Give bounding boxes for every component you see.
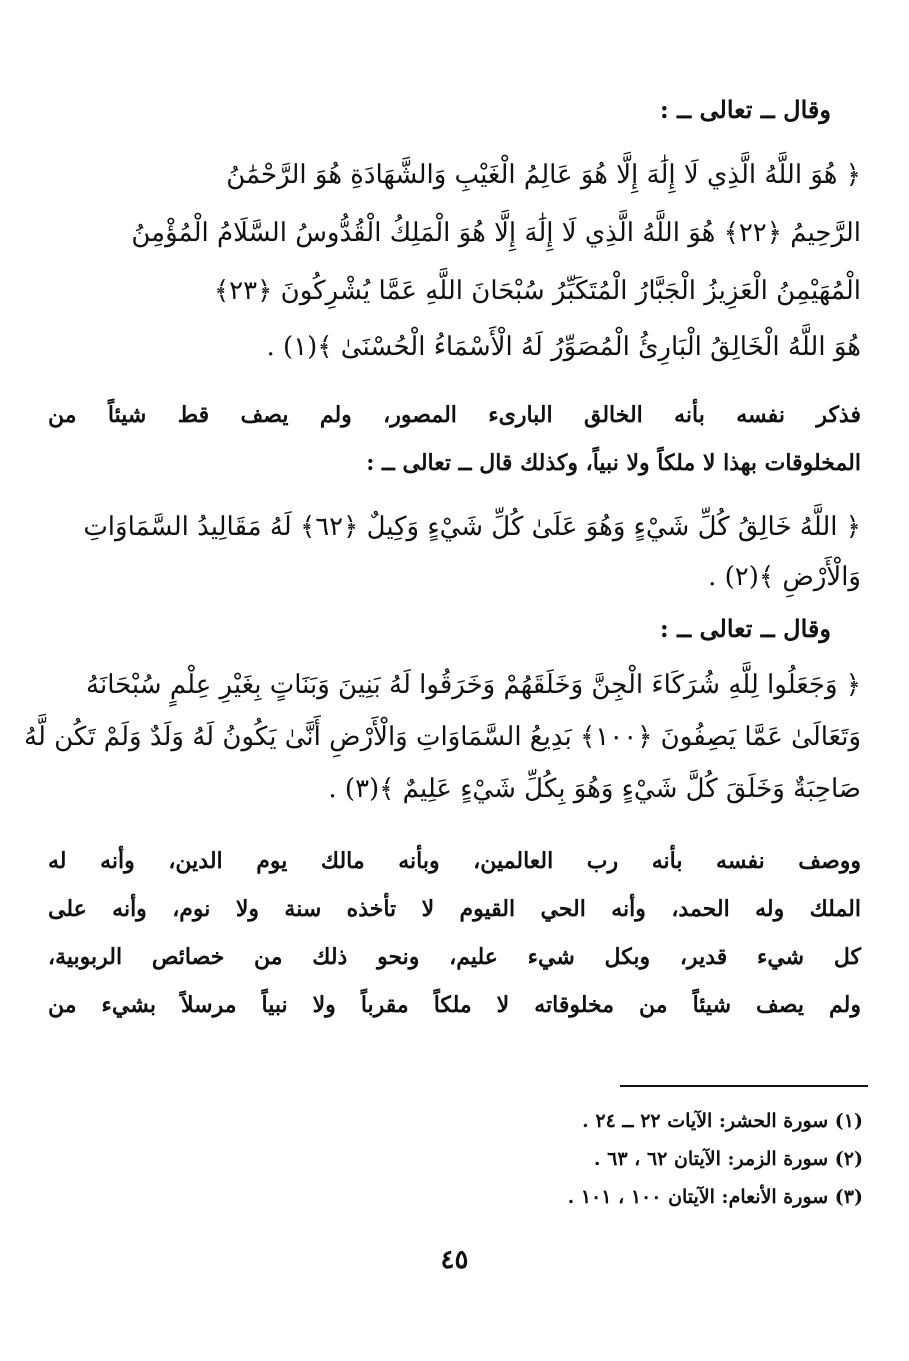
quran-verse-line: الْمُهَيْمِنُ الْعَزِيزُ الْجَبَّارُ الْمُتَكَبِّرُ سُبْحَانَ اللَّهِ عَمَّا يُشْرِكُونَ ﴿٢٣﴾ bbox=[213, 276, 861, 306]
quran-verse-line: صَاحِبَةٌ وَخَلَقَ كُلَّ شَيْءٍ وَهُوَ بِكُلِّ شَيْءٍ عَلِيمٌ ﴾(٣) . bbox=[328, 774, 861, 804]
quran-verse-line: ﴿ اللَّهُ خَالِقُ كُلِّ شَيْءٍ وَهُوَ عَلَىٰ كُلِّ شَيْءٍ وَكِيلٌ ﴿٦٢﴾ لَهُ مَقَالِيدُ السَّمَاوَاتِ bbox=[83, 512, 861, 542]
quran-verse-line: وَالْأَرْضِ ﴾(٢) . bbox=[708, 562, 861, 592]
quran-verse-line: ﴿ وَجَعَلُوا لِلَّهِ شُرَكَاءَ الْجِنَّ وَخَلَقَهُمْ وَخَرَقُوا لَهُ بَنِينَ وَبَنَاتٍ بِغَيْرِ عِلْمٍ سُبْحَانَهُ bbox=[86, 670, 861, 700]
intro-line-2: وقال ــ تعالى ــ : bbox=[659, 614, 831, 643]
quran-verse-line: ﴿ هُوَ اللَّهُ الَّذِي لَا إِلَٰهَ إِلَّا هُوَ عَالِمُ الْغَيْبِ وَالشَّهَادَةِ هُوَ الرَّحْمَٰنُ bbox=[226, 160, 861, 190]
paragraph-line: ووصف نفسه بأنه رب العالمين، وبأنه مالك يوم الدين، وأنه له bbox=[48, 848, 861, 874]
paragraph-line: كل شيء قدير، وبكل شيء عليم، ونحو ذلك من خصائص الربوبية، bbox=[48, 944, 861, 970]
paragraph-line: فذكر نفسه بأنه الخالق البارىء المصور، ولم يصف قط شيئاً من bbox=[48, 402, 861, 428]
quran-verse-line: هُوَ اللَّهُ الْخَالِقُ الْبَارِئُ الْمُصَوِّرُ لَهُ الْأَسْمَاءُ الْحُسْنَىٰ ﴾(١) . bbox=[266, 332, 861, 362]
footnote-separator bbox=[620, 1085, 868, 1087]
intro-line-1: وقال ــ تعالى ــ : bbox=[659, 95, 831, 124]
paragraph-line: ولم يصف شيئاً من مخلوقاته لا ملكاً مقرباً ولا نبياً مرسلاً بشيء من bbox=[48, 992, 861, 1018]
paragraph-line: المخلوقات بهذا لا ملكاً ولا نبياً، وكذلك قال ــ تعالى ــ : bbox=[366, 450, 861, 476]
footnote-2: (٢) سورة الزمر: الآيتان ٦٢ ، ٦٣ . bbox=[593, 1148, 863, 1170]
paragraph-line: الملك وله الحمد، وأنه الحي القيوم لا تأخذه سنة ولا نوم، وأنه على bbox=[48, 896, 861, 922]
footnote-3: (٣) سورة الأنعام: الآيتان ١٠٠ ، ١٠١ . bbox=[567, 1186, 863, 1208]
quran-verse-line: وَتَعَالَىٰ عَمَّا يَصِفُونَ ﴿١٠٠﴾ بَدِيعُ السَّمَاوَاتِ وَالْأَرْضِ أَنَّىٰ يَكُونُ لَهُ وَلَدٌ وَلَمْ تَكُن لَّهُ bbox=[24, 722, 861, 752]
quran-verse-line: الرَّحِيمُ ﴿٢٢﴾ هُوَ اللَّهُ الَّذِي لَا إِلَٰهَ إِلَّا هُوَ الْمَلِكُ الْقُدُّوسُ السَّلَامُ الْمُؤْمِنُ bbox=[131, 218, 861, 248]
page-number: ٤٥ bbox=[440, 1245, 469, 1275]
footnote-1: (١) سورة الحشر: الآيات ٢٢ ــ ٢٤ . bbox=[582, 1110, 863, 1132]
